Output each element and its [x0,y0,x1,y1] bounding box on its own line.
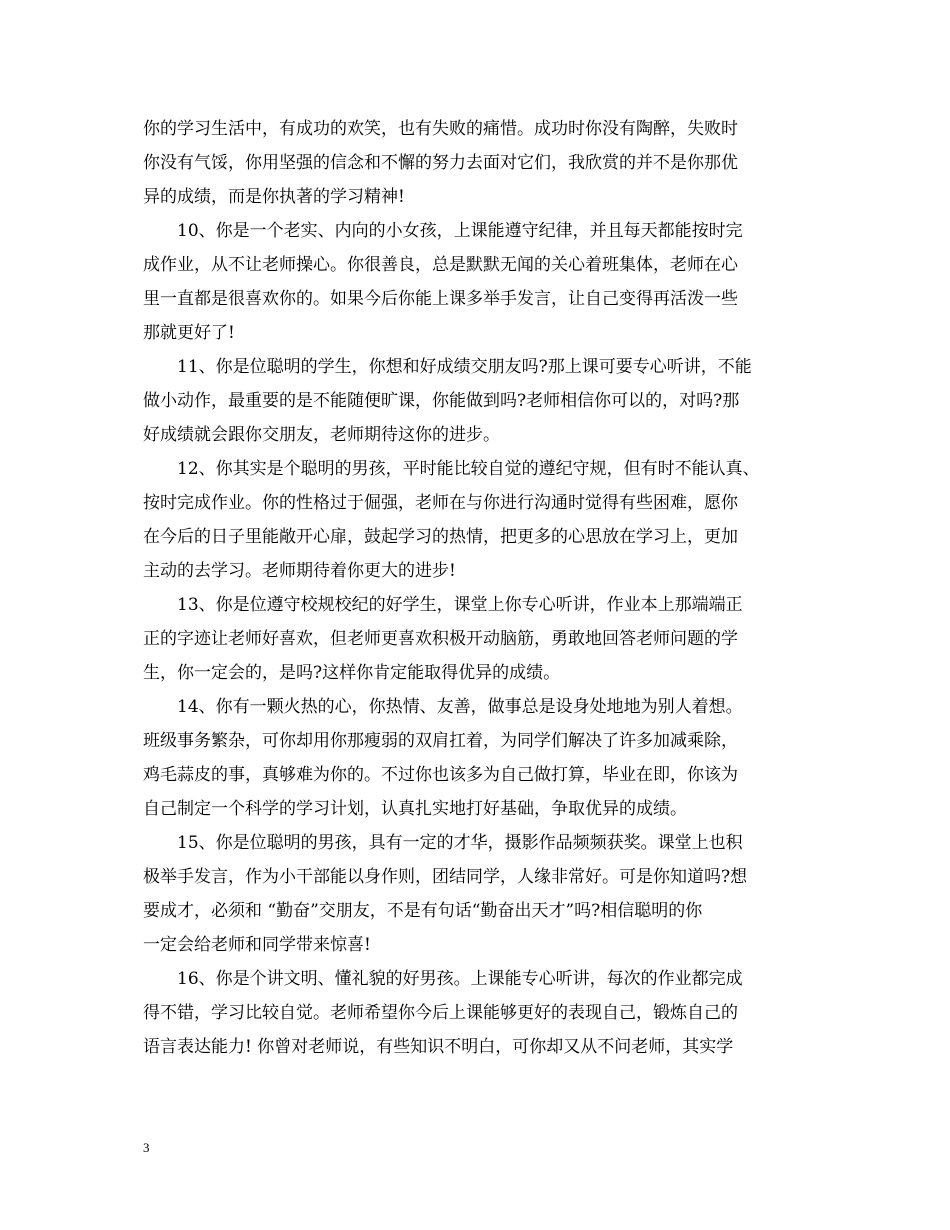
page-number: 3 [143,1140,150,1155]
text-line: 你没有气馁，你用坚强的信念和不懈的努力去面对它们，我欣赏的并不是你那优 [143,153,738,173]
text-line: 极举手发言，作为小干部能以身作则，团结同学，人缘非常好。可是你知道吗?想 [143,867,748,887]
text-line: 里一直都是很喜欢你的。如果今后你能上课多举手发言，让自己变得再活泼一些 [143,289,738,309]
text-line: 好成绩就会跟你交朋友，老师期待这你的进步。 [143,425,500,445]
paragraph-start-15: 15、你是位聪明的男孩，具有一定的才华，摄影作品频频获奖。课堂上也积 [177,833,743,853]
paragraph-start-10: 10、你是一个老实、内向的小女孩，上课能遵守纪律，并且每天都能按时完 [177,221,743,241]
paragraph-start-14: 14、你有一颗火热的心，你热情、友善，做事总是设身处地地为别人着想。 [177,697,743,717]
text-line: 按时完成作业。你的性格过于倔强，老师在与你进行沟通时觉得有些困难，愿你 [143,493,738,513]
text-line: 语言表达能力! 你曾对老师说，有些知识不明白，可你却又从不问老师，其实学 [143,1037,734,1057]
text-line: 你的学习生活中，有成功的欢笑，也有失败的痛惜。成功时你没有陶醉，失败时 [143,119,738,139]
text-line: 异的成绩，而是你执著的学习精神! [143,187,405,207]
paragraph-start-13: 13、你是位遵守校规校纪的好学生，课堂上你专心听讲，作业本上那端端正 [177,595,743,615]
document-body [143,112,825,1064]
paragraph-start-16: 16、你是个讲文明、懂礼貌的好男孩。上课能专心听讲，每次的作业都完成 [177,969,743,989]
text-line: 正的字迹让老师好喜欢，但老师更喜欢积极开动脑筋，勇敢地回答老师问题的学 [143,629,738,649]
paragraph-start-12: 12、你其实是个聪明的男孩，平时能比较自觉的遵纪守规，但有时不能认真、 [177,459,760,479]
text-line: 成作业，从不让老师操心。你很善良，总是默默无闻的关心着班集体，老师在心 [143,255,738,275]
text-line: 鸡毛蒜皮的事，真够难为你的。不过你也该多为自己做打算，毕业在即，你该为 [143,765,738,785]
text-line: 一定会给老师和同学带来惊喜! [143,935,371,955]
paragraph-start-11: 11、你是位聪明的学生，你想和好成绩交朋友吗?那上课可要专心听讲，不能 [177,357,752,377]
text-line: 生，你一定会的，是吗?这样你肯定能取得优异的成绩。 [143,663,561,683]
text-line: 主动的去学习。老师期待着你更大的进步! [143,561,456,581]
text-line: 要成才，必须和 “勤奋”交朋友，不是有句话“勤奋出天才”吗?相信聪明的你 [143,901,703,921]
text-line: 得不错，学习比较自觉。老师希望你今后上课能够更好的表现自己，锻炼自己的 [143,1003,738,1023]
text-line: 那就更好了! [143,323,235,343]
text-line: 做小动作，最重要的是不能随便旷课，你能做到吗?老师相信你可以的，对吗?那 [143,391,740,411]
text-line: 在今后的日子里能敞开心扉，鼓起学习的热情，把更多的心思放在学习上，更加 [143,527,738,547]
text-line: 自己制定一个科学的学习计划，认真扎实地打好基础，争取优异的成绩。 [143,799,687,819]
text-line: 班级事务繁杂，可你却用你那瘦弱的双肩扛着，为同学们解决了许多加减乘除， [143,731,738,751]
